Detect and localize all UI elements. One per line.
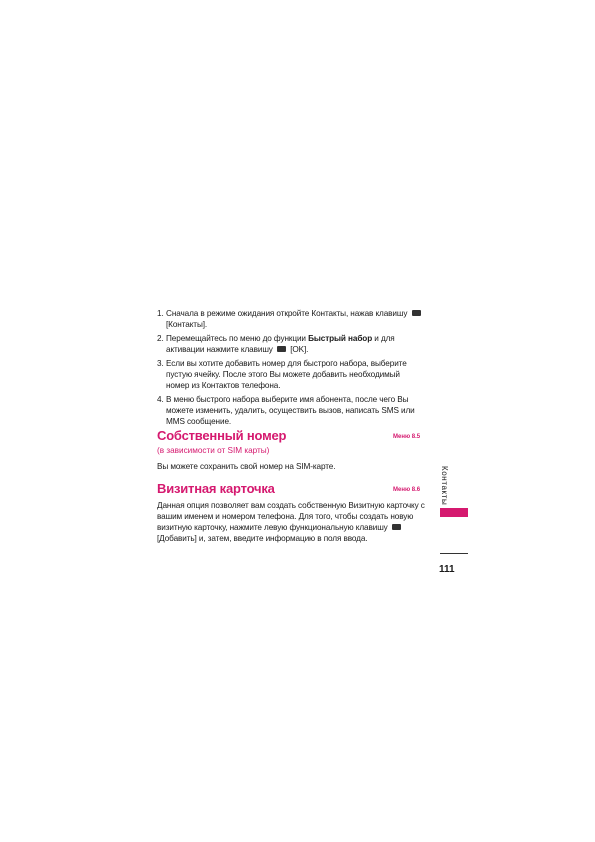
business-card-menu-ref: Меню 8.6 (393, 487, 421, 493)
step-3 (157, 358, 425, 391)
step-2 (157, 333, 425, 355)
page-number-rule (440, 553, 468, 554)
step-1 (157, 308, 425, 330)
step-number: 1. (157, 309, 164, 318)
own-number-text: Вы можете сохранить свой номер на SIM-карте. (157, 462, 336, 471)
own-number-heading: Собственный номер (157, 428, 287, 443)
step-text: Если вы хотите добавить номер для быстрого набора, выберите пустую ячейку. После этого Вы можете добавить необходимый номер из Контактов телефона. (166, 359, 407, 390)
ok-key-icon (277, 346, 286, 352)
step-text: Сначала в режиме ожидания откройте Контакты, нажав клавишу (166, 309, 408, 318)
step-number: 4. (157, 395, 164, 404)
quick-dial-steps (157, 308, 425, 430)
page-number: 111 (439, 564, 455, 575)
step-text-end: [OK]. (290, 345, 309, 354)
step-number: 2. (157, 334, 164, 343)
step-text: Перемещайтесь по меню до функции (166, 334, 306, 343)
step-text-end: [Контакты]. (166, 320, 208, 329)
soft-key-icon (392, 524, 401, 530)
section-tab-label: Контакты (440, 466, 449, 506)
step-text-mid: и для активации нажмите клавишу (166, 334, 395, 354)
step-number: 3. (157, 359, 164, 368)
own-number-menu-ref: Меню 8.5 (393, 434, 421, 440)
business-card-text-start: Данная опция позволяет вам создать собственную Визитную карточку с вашим именем и номером телефона. Для того, чтобы создать новую визитную карточку, нажмите левую функциональную клавишу (157, 501, 425, 532)
sim-note: (в зависимости от SIM карты) (157, 446, 270, 455)
business-card-text-end: [Добавить] и, затем, введите информацию в поля ввода. (157, 534, 368, 543)
soft-key-icon (412, 310, 421, 316)
step-text: В меню быстрого набора выберите имя абонента, после чего Вы можете изменить, удалить, осуществить вызов, написать SMS или MMS сообщение. (166, 395, 415, 426)
business-card-heading: Визитная карточка (157, 481, 275, 496)
section-tab-marker (440, 508, 468, 517)
function-name: Быстрый набор (308, 334, 373, 343)
business-card-text (157, 500, 427, 544)
step-4 (157, 394, 425, 427)
